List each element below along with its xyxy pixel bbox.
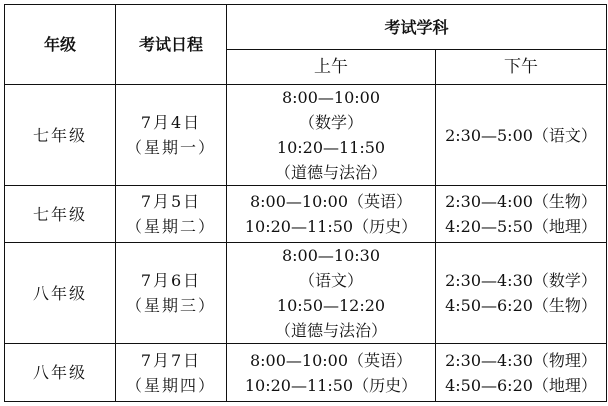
morning-cell (227, 85, 436, 186)
morning-line: 8:00—10:30 (281, 246, 381, 265)
table-row (5, 243, 607, 344)
date-text: 7月4日 (140, 113, 202, 132)
table-row (5, 186, 607, 243)
morning-line: 10:20—11:50 (276, 138, 386, 157)
afternoon-cell (436, 243, 607, 344)
morning-line: （道德与法治） (274, 321, 387, 340)
morning-line: 8:00—10:00（英语） (249, 192, 413, 211)
grade-cell: 七年级 (5, 186, 116, 243)
date-text: 7月5日 (140, 192, 202, 211)
grade-cell: 八年级 (5, 243, 116, 344)
subjects-header: 考试学科 (227, 5, 607, 50)
morning-line: 10:20—11:50（历史） (244, 217, 418, 236)
morning-header: 上午 (227, 50, 436, 85)
morning-line: 8:00—10:00（英语） (249, 350, 413, 370)
afternoon-line: 2:30—5:00（语文） (445, 125, 597, 145)
date-header: 考试日程 (116, 5, 227, 85)
morning-line: （道德与法治） (274, 163, 387, 182)
weekday-text: （星期一） (125, 138, 216, 157)
date-cell (116, 344, 227, 402)
afternoon-header: 下午 (436, 50, 607, 85)
afternoon-line: 4:20—5:50（地理） (445, 217, 597, 236)
afternoon-line: 4:50—6:20（生物） (445, 296, 597, 315)
grade-cell: 七年级 (5, 85, 116, 186)
date-cell (116, 186, 227, 243)
morning-line: 10:50—12:20 (276, 296, 386, 315)
date-cell (116, 85, 227, 186)
afternoon-cell (436, 186, 607, 243)
exam-schedule-table (4, 4, 607, 402)
afternoon-cell (436, 344, 607, 402)
morning-line: 10:20—11:50（历史） (244, 375, 418, 395)
weekday-text: （星期二） (125, 217, 216, 236)
afternoon-line: 2:30—4:00（生物） (445, 192, 597, 211)
afternoon-cell (436, 85, 607, 186)
table-row (5, 344, 607, 402)
date-text: 7月6日 (140, 271, 202, 290)
date-text: 7月7日 (140, 350, 202, 370)
morning-cell (227, 186, 436, 243)
morning-line: （语文） (298, 271, 363, 290)
afternoon-line: 2:30—4:30（数学） (445, 271, 597, 290)
morning-cell (227, 344, 436, 402)
header-row-top (5, 5, 607, 50)
morning-cell (227, 243, 436, 344)
afternoon-line: 4:50—6:20（地理） (445, 375, 597, 395)
afternoon-line: 2:30—4:30（物理） (445, 350, 597, 370)
grade-cell: 八年级 (5, 344, 116, 402)
grade-header: 年级 (5, 5, 116, 85)
morning-line: （数学） (298, 113, 363, 132)
morning-line: 8:00—10:00 (281, 88, 381, 107)
date-cell (116, 243, 227, 344)
weekday-text: （星期三） (125, 296, 216, 315)
table-row (5, 85, 607, 186)
weekday-text: （星期四） (125, 375, 216, 395)
